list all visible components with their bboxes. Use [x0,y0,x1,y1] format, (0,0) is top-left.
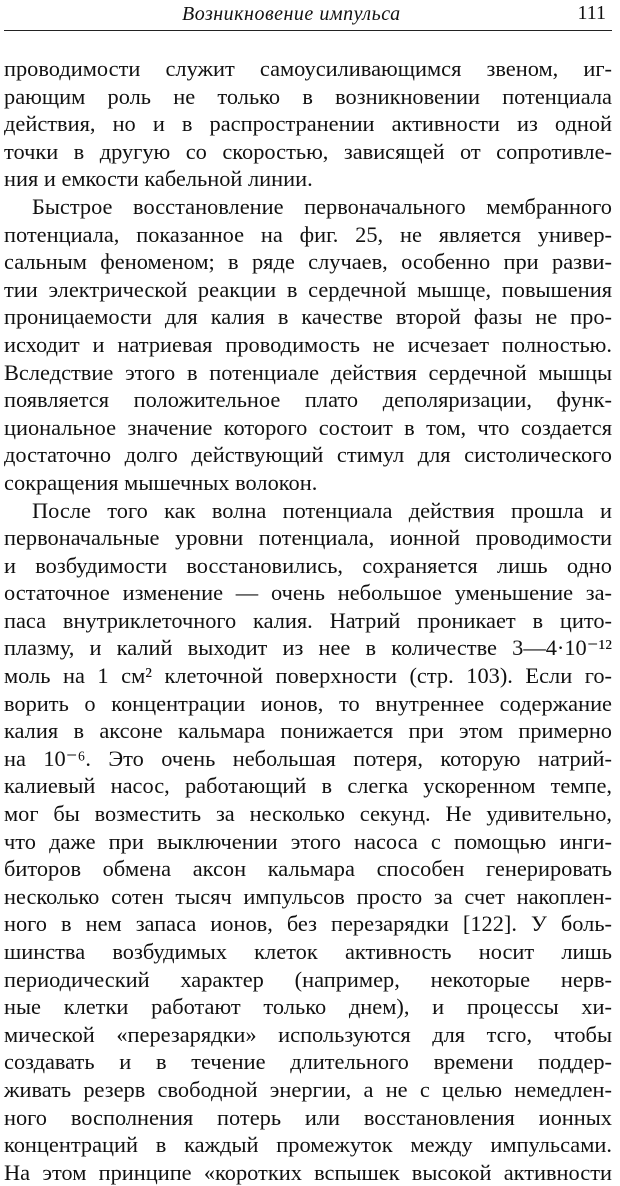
text-line: ворить о концентрации ионов, то внутреннее содержание [4,690,612,718]
text-line: сальным феноменом; в ряде случаев, особенно при разви- [4,248,612,276]
page-header [4,0,612,31]
text-line: паса внутриклеточного калия. Натрий проникает в цито- [4,607,612,635]
text-line: достаточно долго действующий стимул для систолического [4,441,612,469]
text-line: первоначальные уровни потенциала, ионной проводимости [4,524,612,552]
text-line: и возбудимости восстановились, сохраняется лишь одно [4,552,612,580]
text-line: потенциала, показанное на фиг. 25, не является универ- [4,221,612,249]
paragraph [4,55,612,193]
text-line: на 10⁻⁶. Это очень небольшая потеря, которую натрий- [4,745,612,773]
text-line: сокращения мышечных волокон. [4,469,612,497]
text-line: плазму, и калий выходит из нее в количестве 3—4·10⁻¹² [4,634,612,662]
text-line: калия в аксоне кальмара понижается при этом примерно [4,717,612,745]
text-line: ного восполнения потерь или восстановления ионных [4,1104,612,1132]
text-line: создавать и в течение длительного времени поддер- [4,1048,612,1076]
text-line: появляется положительное плато деполяризации, функ- [4,386,612,414]
text-line: калиевый насос, работающий в слегка ускоренном темпе, [4,772,612,800]
text-line: ния и емкости кабельной линии. [4,165,612,193]
text-line: живать резерв свободной энергии, а не с целью немедлен- [4,1076,612,1104]
text-line: Вследствие этого в потенциале действия сердечной мышцы [4,359,612,387]
text-line: исходит и натриевая проводимость не исчезает полностью. [4,331,612,359]
paragraph [4,497,612,1186]
text-line: действия, но и в распространении активности из одной [4,110,612,138]
text-line: периодический характер (например, некоторые нерв- [4,966,612,994]
text-line: концентраций в каждый промежуток между импульсами. [4,1131,612,1159]
text-line: Быстрое восстановление первоначального мембранного [4,193,612,221]
text-line: несколько сотен тысяч импульсов просто за счет накоплен- [4,883,612,911]
text-line: После того как волна потенциала действия прошла и [4,497,612,525]
text-line: проницаемости для калия в качестве второй фазы не про- [4,303,612,331]
text-line: мог бы возместить за несколько секунд. Не удивительно, [4,800,612,828]
text-line: проводимости служит самоусиливающимся звеном, иг- [4,55,612,83]
paragraph [4,193,612,497]
text-line: точки в другую со скоростью, зависящей от сопротивле- [4,138,612,166]
running-title: Возникновение импульса [182,3,401,26]
text-line: шинства возбудимых клеток активность носит лишь [4,938,612,966]
text-line: что даже при выключении этого насоса с помощью инги- [4,828,612,856]
text-line: тии электрической реакции в сердечной мышце, повышения [4,276,612,304]
text-line: остаточное изменение — очень небольшое уменьшение за- [4,579,612,607]
text-line: ные клетки работают только днем), и процессы хи- [4,993,612,1021]
text-line: биторов обмена аксон кальмара способен генерировать [4,855,612,883]
text-line: На этом принципе «коротких вспышек высокой активности [4,1159,612,1186]
text-line: циональное значение которого состоит в том, что создается [4,414,612,442]
text-line: мической «перезарядки» используются для тсго, чтобы [4,1021,612,1049]
text-line: ного в нем запаса ионов, без перезарядки [122]. У боль- [4,910,612,938]
page-number: 111 [577,2,606,25]
text-line: моль на 1 см² клеточной поверхности (стр. 103). Если го- [4,662,612,690]
text-line: рающим роль не только в возникновении потенциала [4,83,612,111]
body-text [4,55,612,1186]
